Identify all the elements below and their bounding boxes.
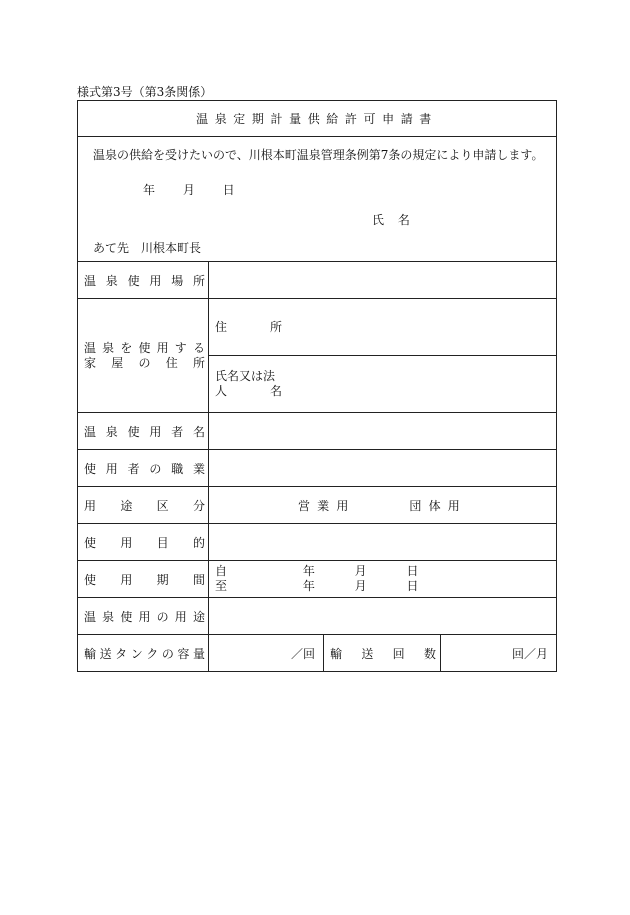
label-char: 分 bbox=[192, 498, 205, 513]
owner-label-2b: 名 bbox=[270, 384, 283, 398]
tank-unit: ／回 bbox=[290, 646, 315, 661]
label-char: を bbox=[120, 340, 133, 355]
period-from-day: 日 bbox=[406, 564, 419, 578]
label-char: 使 bbox=[84, 461, 97, 476]
label-char: 用 bbox=[174, 609, 187, 624]
label-char: 泉 bbox=[105, 273, 118, 288]
tank-capacity-field[interactable] bbox=[209, 635, 324, 672]
label-char: 使 bbox=[127, 424, 140, 439]
label-char: 用 bbox=[149, 273, 162, 288]
label-char: 途 bbox=[120, 498, 133, 513]
label-char: ン bbox=[130, 646, 143, 661]
house-address-label bbox=[78, 299, 209, 413]
user-name-field[interactable] bbox=[209, 413, 557, 450]
period-to-day: 日 bbox=[406, 579, 419, 593]
user-name-label-text bbox=[84, 423, 205, 440]
address-sublabel bbox=[215, 320, 556, 335]
label-char: 職 bbox=[171, 461, 184, 476]
label-char: す bbox=[174, 340, 187, 355]
label-char: 容 bbox=[177, 646, 190, 661]
intro-statement: 温泉の供給を受けたいので、川根本町温泉管理条例第7条の規定により申請します。 bbox=[93, 148, 544, 162]
intro-section bbox=[78, 137, 557, 262]
house-label-line1 bbox=[84, 341, 205, 356]
transport-count-label-text bbox=[330, 645, 436, 662]
date-line bbox=[143, 181, 235, 198]
label-char: 使 bbox=[138, 340, 151, 355]
label-char: 家 bbox=[84, 355, 97, 370]
application-form-table bbox=[77, 100, 557, 672]
applicant-name-line bbox=[372, 211, 410, 228]
usage-field[interactable] bbox=[209, 598, 557, 635]
period-to-month: 月 bbox=[354, 579, 367, 593]
name-label-1: 氏 bbox=[372, 213, 385, 227]
label-char: 温 bbox=[84, 609, 97, 624]
label-char: 者 bbox=[127, 461, 140, 476]
label-char: の bbox=[161, 646, 174, 661]
label-char: 間 bbox=[192, 572, 205, 587]
label-char: 温 bbox=[84, 340, 97, 355]
objective-label bbox=[78, 524, 209, 561]
house-address-field[interactable] bbox=[209, 299, 557, 356]
occupation-field[interactable] bbox=[209, 450, 557, 487]
label-char: 用 bbox=[120, 572, 133, 587]
label-char: タ bbox=[115, 646, 128, 661]
label-char: 輸 bbox=[330, 646, 343, 661]
period-to-line bbox=[215, 579, 556, 594]
date-day: 日 bbox=[222, 183, 235, 197]
label-char: 目 bbox=[156, 535, 169, 550]
tank-capacity-label bbox=[78, 635, 209, 672]
name-label-2: 名 bbox=[397, 213, 410, 227]
address-label-1: 住 bbox=[215, 319, 228, 334]
transport-count-label bbox=[324, 635, 441, 672]
label-char: る bbox=[192, 340, 205, 355]
label-char: 者 bbox=[171, 424, 184, 439]
period-field[interactable] bbox=[209, 561, 557, 598]
owner-label-line2 bbox=[215, 384, 556, 399]
period-label-text bbox=[84, 571, 205, 588]
label-char: 用 bbox=[156, 340, 169, 355]
purpose-class-label bbox=[78, 487, 209, 524]
label-char: 温 bbox=[84, 424, 97, 439]
label-char: 送 bbox=[99, 646, 112, 661]
label-char: 用 bbox=[149, 424, 162, 439]
label-char: 使 bbox=[84, 535, 97, 550]
user-name-label bbox=[78, 413, 209, 450]
location-label bbox=[78, 262, 209, 299]
label-char: 区 bbox=[156, 498, 169, 513]
label-char: 用 bbox=[105, 461, 118, 476]
label-char: 泉 bbox=[105, 424, 118, 439]
house-label-line2 bbox=[84, 356, 205, 371]
form-title: 温泉定期計量供給許可申請書 bbox=[78, 101, 557, 137]
objective-label-text bbox=[84, 534, 205, 551]
label-char: 使 bbox=[84, 572, 97, 587]
period-from-year: 年 bbox=[302, 564, 315, 578]
occupation-label-text bbox=[84, 460, 205, 477]
label-char: 用 bbox=[120, 535, 133, 550]
date-month: 月 bbox=[182, 183, 195, 197]
label-char: 名 bbox=[192, 424, 205, 439]
owner-label-line1: 氏名又は法 bbox=[215, 369, 276, 383]
label-char: 業 bbox=[192, 461, 205, 476]
label-char: 用 bbox=[84, 498, 97, 513]
label-char: 輸 bbox=[84, 646, 97, 661]
purpose-class-label-text bbox=[84, 497, 205, 514]
transport-count-field[interactable] bbox=[441, 635, 557, 672]
label-char: 送 bbox=[361, 646, 374, 661]
occupation-label bbox=[78, 450, 209, 487]
date-year: 年 bbox=[143, 183, 156, 197]
location-label-text bbox=[84, 272, 205, 289]
period-label bbox=[78, 561, 209, 598]
label-char: 回 bbox=[392, 646, 405, 661]
label-char: の bbox=[149, 461, 162, 476]
label-char: 使 bbox=[127, 273, 140, 288]
option-business[interactable]: 営業用 bbox=[297, 498, 356, 513]
address-label-2: 所 bbox=[270, 319, 283, 334]
usage-label-text bbox=[84, 608, 205, 625]
label-char: 期 bbox=[156, 572, 169, 587]
label-char: 数 bbox=[423, 646, 436, 661]
label-char: 所 bbox=[192, 355, 205, 370]
objective-field[interactable] bbox=[209, 524, 557, 561]
label-char: 泉 bbox=[102, 340, 115, 355]
period-from-mark: 自 bbox=[215, 564, 228, 578]
form-number-label: 様式第3号（第3条関係） bbox=[77, 85, 213, 99]
label-char: 泉 bbox=[102, 609, 115, 624]
period-from-month: 月 bbox=[354, 564, 367, 578]
label-char: ク bbox=[146, 646, 159, 661]
label-char: 途 bbox=[192, 609, 205, 624]
period-from-line bbox=[215, 564, 556, 579]
label-char: の bbox=[138, 355, 151, 370]
label-char: 量 bbox=[192, 646, 205, 661]
owner-label-2a: 人 bbox=[215, 384, 228, 398]
location-field[interactable] bbox=[209, 262, 557, 299]
label-char: 使 bbox=[120, 609, 133, 624]
period-to-mark: 至 bbox=[215, 579, 228, 593]
label-char: 場 bbox=[171, 273, 184, 288]
addressee: あて先 川根本町長 bbox=[93, 241, 202, 255]
label-char: 温 bbox=[84, 273, 97, 288]
label-char: の bbox=[156, 609, 169, 624]
count-unit: 回／月 bbox=[511, 646, 548, 661]
option-group[interactable]: 団体用 bbox=[409, 498, 468, 513]
owner-field[interactable] bbox=[209, 356, 557, 413]
label-char: 用 bbox=[138, 609, 151, 624]
tank-capacity-label-text bbox=[84, 645, 205, 662]
label-char: 的 bbox=[192, 535, 205, 550]
purpose-class-field[interactable] bbox=[209, 487, 557, 524]
period-to-year: 年 bbox=[302, 579, 315, 593]
label-char: 住 bbox=[165, 355, 178, 370]
label-char: 屋 bbox=[111, 355, 124, 370]
label-char: 所 bbox=[192, 273, 205, 288]
usage-label bbox=[78, 598, 209, 635]
